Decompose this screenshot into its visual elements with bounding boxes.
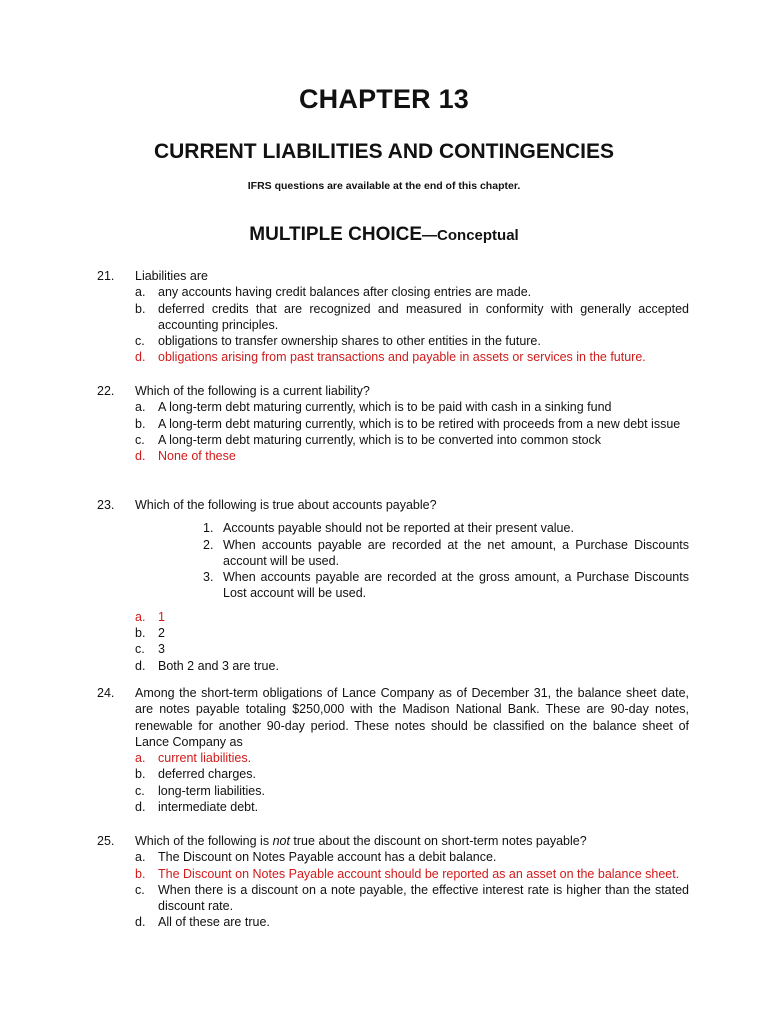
emphasis-not: not <box>272 834 290 848</box>
question-text: Among the short-term obligations of Lance Company as of December 31, the balance sheet date, are notes payable totaling $250,000 with the Madison National Bank. These are 90-day notes, renewable for another 90-day period. These notes should be classified on the balance sheet of Lance Company as <box>135 686 689 749</box>
statement-1: 1. Accounts payable should not be reported at their present value. <box>203 521 574 536</box>
question-24 <box>97 685 689 815</box>
question-number: 21. <box>97 269 115 283</box>
option-d: d. Both 2 and 3 are true. <box>135 658 279 673</box>
option-b: b. deferred credits that are recognized and measured in conformity with generally accepted accounting principles. <box>135 301 689 332</box>
option-a: a. A long-term debt maturing currently, which is to be paid with cash in a sinking fund <box>135 400 612 415</box>
question-number: 22. <box>97 384 115 398</box>
option-a: a. The Discount on Notes Payable account has a debit balance. <box>135 850 497 865</box>
question-23 <box>97 497 689 674</box>
question-21 <box>97 268 689 366</box>
question-text: Which of the following is a current liability? <box>135 384 370 398</box>
option-d: d. intermediate debt. <box>135 800 259 815</box>
chapter-subtitle: CURRENT LIABILITIES AND CONTINGENCIES <box>153 140 615 163</box>
option-c: c. long-term liabilities. <box>135 783 265 798</box>
question-text: Liabilities are <box>135 269 208 283</box>
question-number: 25. <box>97 834 115 848</box>
section-heading-sub: —Conceptual <box>422 227 519 244</box>
option-b: b. A long-term debt maturing currently, which is to be retired with proceeds from a new debt issue <box>135 416 681 431</box>
option-a: a. any accounts having credit balances after closing entries are made. <box>135 285 532 300</box>
option-c: c. 3 <box>135 642 165 657</box>
question-22 <box>97 383 689 464</box>
option-d-correct-answer: d. obligations arising from past transactions and payable in assets or services in the future. <box>135 350 646 365</box>
chapter-title: CHAPTER 13 <box>298 84 470 114</box>
statement-3: 3. When accounts payable are recorded at the gross amount, a Purchase Discounts Lost account will be used. <box>203 570 689 601</box>
question-text: Which of the following is true about accounts payable? <box>135 498 437 512</box>
question-number: 24. <box>97 686 115 700</box>
section-heading-main: MULTIPLE CHOICE <box>249 224 423 245</box>
ifrs-note: IFRS questions are available at the end of this chapter. <box>247 180 521 192</box>
statement-2: 2. When accounts payable are recorded at the net amount, a Purchase Discounts account will be used. <box>203 537 689 568</box>
option-d-correct-answer: d. None of these <box>135 449 236 464</box>
option-c: c. When there is a discount on a note payable, the effective interest rate is higher than the stated discount rate. <box>135 882 689 914</box>
option-a-correct-answer: a. 1 <box>135 609 165 624</box>
section-heading <box>0 224 768 246</box>
option-b: b. 2 <box>135 626 165 641</box>
question-text: Which of the following is not true about the discount on short-term notes payable? <box>135 834 587 848</box>
option-d: d. All of these are true. <box>135 915 270 930</box>
question-25 <box>97 833 689 931</box>
option-b-correct-answer: b. The Discount on Notes Payable account should be reported as an asset on the balance sheet. <box>135 866 680 881</box>
option-c: c. A long-term debt maturing currently, which is to be converted into common stock <box>135 432 602 447</box>
option-a-correct-answer: a. current liabilities. <box>135 751 252 766</box>
option-b: b. deferred charges. <box>135 767 256 782</box>
option-c: c. obligations to transfer ownership shares to other entities in the future. <box>135 334 541 349</box>
question-number: 23. <box>97 498 115 512</box>
